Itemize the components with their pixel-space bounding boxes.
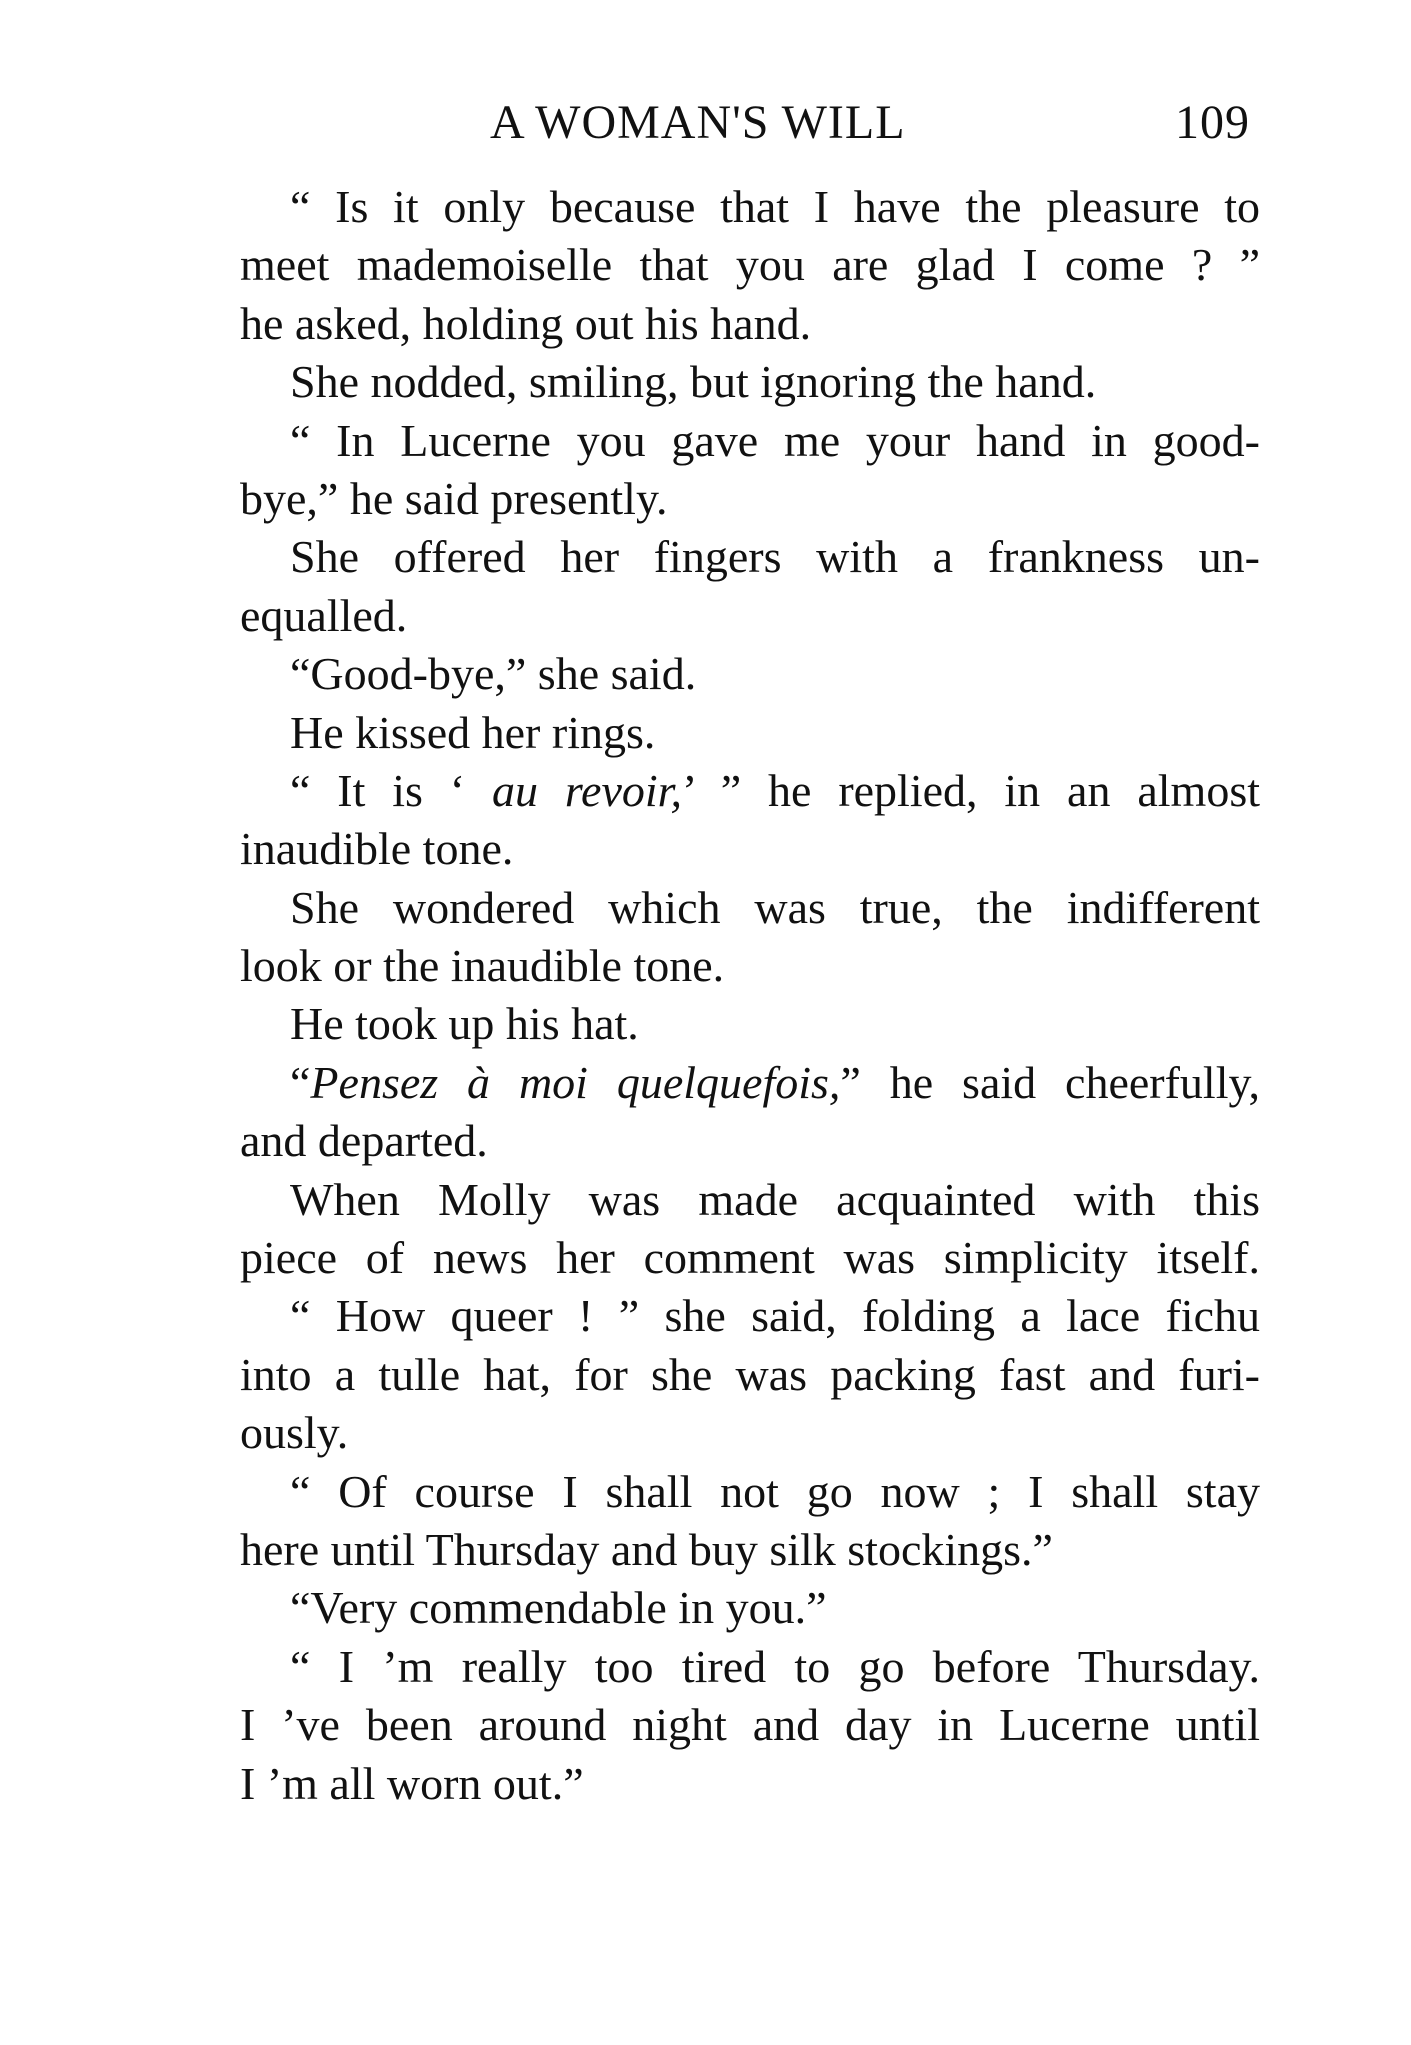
text-line: When Molly was made acquainted with this xyxy=(290,1173,1260,1225)
text-line: here until Thursday and buy silk stockings.” xyxy=(240,1523,1053,1575)
page-number: 109 xyxy=(1175,96,1250,149)
italic-phrase: Pensez à moi quelquefois, xyxy=(310,1056,841,1108)
text-line: “ Is it only because that I have the pleasure to xyxy=(290,181,1260,232)
text-line: She nodded, smiling, but ignoring the hand. xyxy=(290,356,1097,408)
text-line-italic: “ It is ‘ au revoir,’ ” he replied, in an almost xyxy=(290,764,1260,816)
text-line: I ’m all worn out.” xyxy=(240,1757,584,1809)
text-line: She offered her fingers with a frankness un- xyxy=(290,531,1260,583)
text-line: I ’ve been around night and day in Lucerne until xyxy=(240,1699,1260,1751)
text-line: into a tulle hat, for she was packing fast and furi- xyxy=(240,1348,1260,1400)
text-line: he asked, holding out his hand. xyxy=(240,297,812,349)
text-line: bye,” he said presently. xyxy=(240,472,668,524)
text-line: and departed. xyxy=(240,1115,488,1167)
text-line-italic: “Pensez à moi quelquefois,” he said cheerfully, xyxy=(290,1056,1260,1108)
italic-phrase: au revoir, xyxy=(492,764,682,816)
text-line: He took up his hat. xyxy=(290,998,639,1050)
running-title: A WOMAN'S WILL xyxy=(490,96,906,149)
text-line: He kissed her rings. xyxy=(290,706,656,758)
text-line: “ I ’m really too tired to go before Thursday. xyxy=(290,1640,1260,1692)
text-line: She wondered which was true, the indifferent xyxy=(290,881,1260,933)
text-line: piece of news her comment was simplicity itself. xyxy=(240,1232,1260,1284)
text-line: look or the inaudible tone. xyxy=(240,940,725,992)
text-line: ously. xyxy=(240,1407,349,1459)
text-line: equalled. xyxy=(240,589,408,641)
text-line: meet mademoiselle that you are glad I come ? ” xyxy=(240,239,1260,291)
text-line: “Good-bye,” she said. xyxy=(290,648,697,700)
page-header xyxy=(240,88,1260,158)
text-line: “ How queer ! ” she said, folding a lace fichu xyxy=(290,1290,1260,1342)
text-line: “ Of course I shall not go now ; I shall stay xyxy=(290,1465,1260,1517)
text-line: inaudible tone. xyxy=(240,823,514,875)
text-line: “Very commendable in you.” xyxy=(290,1582,827,1634)
text-line: “ In Lucerne you gave me your hand in good- xyxy=(290,414,1260,466)
body-text xyxy=(240,178,1260,1813)
